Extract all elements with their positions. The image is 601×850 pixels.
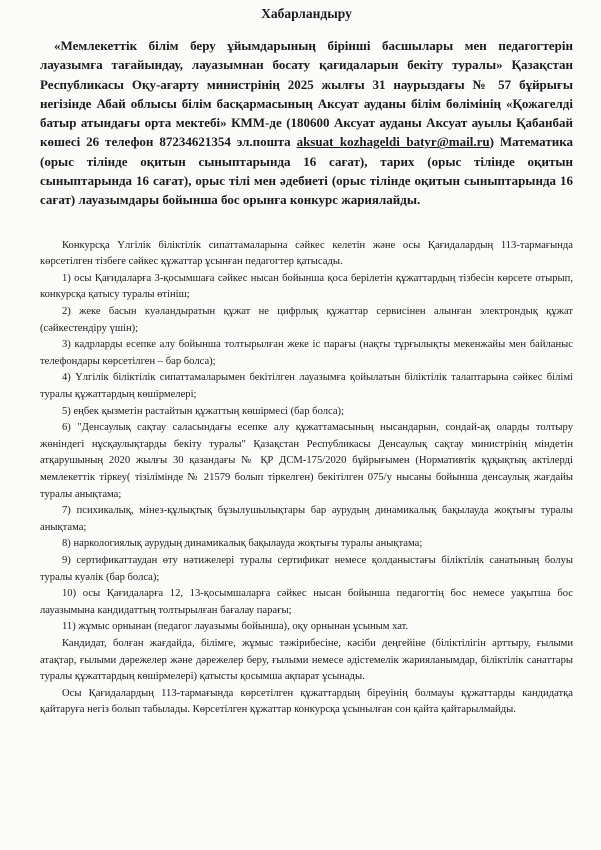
list-item-10: 10) осы Қағидаларға 12, 13-қосымшаларға сәйкес нысан бойынша педагогтің бос немесе уақытша бос лауазымына кандидаттың толтырылған бағалау парағы; xyxy=(40,588,573,616)
list-item-8: 8) наркологиялық аурудың динамикалық бақылауда жоқтығы туралы анықтама; xyxy=(62,538,423,550)
list-item-3: 3) кадрларды есепке алу бойынша толтырылған жеке іс парағы (нақты тұрғылықты мекенжайы мен байланыс телефондары көрсетілген – бар болса); xyxy=(40,339,573,367)
announcement-intro xyxy=(40,36,573,210)
list-item-6: 6) "Денсаулық сақтау саласындағы есепке алу құжаттамасының нысандарын, сондай-ақ оларды толтыру жөніндегі нұсқаулықтарды бекіту туралы" Қазақстан Республикасы Денсаулық сақтау министрінің міндетін атқарушының 2020 жылғы 30 қазандағы № ҚР ДСМ-175/2020 бұйрығымен (Нормативтік құқықтық актілерді мемлекеттік тіркеу( тізілімінде № 21579 болып тіркелген) бекітілген 075/у нысаны бойынша денсаулық жағдайы туралы анықтама; xyxy=(40,422,573,500)
paragraph-participants: Конкурсқа Үлгілік біліктілік сипаттамаларына сәйкес келетін және осы Қағидалардың 113-тармағында көрсетілген тізбеге сәйкес құжаттар ұсынған педагогтер қатысады. xyxy=(40,239,573,268)
list-item-2: 2) жеке басын куәландыратын құжат не цифрлық құжаттар сервисінен алынған электрондық құжат (сәйкестендіру үшін); xyxy=(40,306,573,334)
list-item-11: 11) жұмыс орнынан (педагог лауазымы бойынша), оқу орнынан ұсыным хат. xyxy=(62,621,409,633)
paragraph-return-documents: Осы Қағидалардың 113-тармағында көрсетілген құжаттардың біреуінің болмауы құжаттарды кандидатқа қайтаруға негіз болып табылады. Көрсетілген құжаттар конкурсқа ұсынылған сон қайта қайтарылмайды. xyxy=(40,687,573,716)
list-item-1: 1) осы Қағидаларға 3-қосымшаға сәйкес нысан бойынша қоса берілетін құжаттардың тізбесін көрсете отырып, конкурсқа қатысу туралы өтініш; xyxy=(40,272,573,301)
list-item-9: 9) сертификаттаудан өту нәтижелері туралы сертификат немесе қолданыстағы біліктілік санатының болуы туралы куәлік (бар болса); xyxy=(40,554,573,583)
paragraph-additional-info: Кандидат, болған жағдайда, білімге, жұмыс тәжірибесіне, кәсіби деңгейіне (біліктілігін арттыру, ғылыми атақтар, ғылыми дәрежелер және дәрежелер беру, ғылыми немесе әдістемелік жарияланымдар, біліктілік санаттары туралы құжаттардың көшірмелері) қатысты қосымша ақпарат ұсынады. xyxy=(40,637,573,683)
document-title: Хабарландыру xyxy=(261,6,352,21)
contact-email-link[interactable]: aksuat_kozhageldi_batyr@mail.ru xyxy=(296,134,490,150)
list-item-4: 4) Үлгілік біліктілік сипаттамаларымен бекітілген лауазымға қойылатын біліктілік талаптарына сәйкес білімі туралы құжаттардың көшірмелері; xyxy=(40,372,573,401)
list-item-7: 7) психикалық, мінез-құлықтық бұзылушылықтары бар аурудың динамикалық бақылауда жоқтығы туралы анықтама; xyxy=(40,505,573,533)
requirements-body xyxy=(40,238,573,719)
intro-text-part2: ) Математика (орыс тілінде оқитын сыныптарында 16 сағат), тарих (орыс тілінде оқитын сыныптарында 16 сағат), орыс тілі мен әдебиеті (орыс тілінде оқитын сыныптарында 16 сағат) лауазымдары бойынша бос орынға конкурс жариялайды. xyxy=(40,134,574,208)
intro-text-part1: «Мемлекеттік білім беру ұйымдарының бірінші басшылары мен педагогтерін лауазымға тағайындау, лауазымнан босату қағидаларын бекіту туралы» Қазақстан Республикасы Оқу-ағарту министрінің 2025 жылғы 31 наурыздағы № 57 бұйрығы негізінде Абай облысы білім басқармасының Аксуат ауданы білім бөлімінің «Қожагелді батыр атындағы орта мектебі» КММ-де (180600 Аксуат ауданы Аксуат ауылы Қабанбай көшесі 26 телефон 87234621354 эл.пошта xyxy=(40,38,573,150)
list-item-5: 5) еңбек қызметін растайтын құжаттың көшірмесі (бар болса); xyxy=(62,405,345,417)
